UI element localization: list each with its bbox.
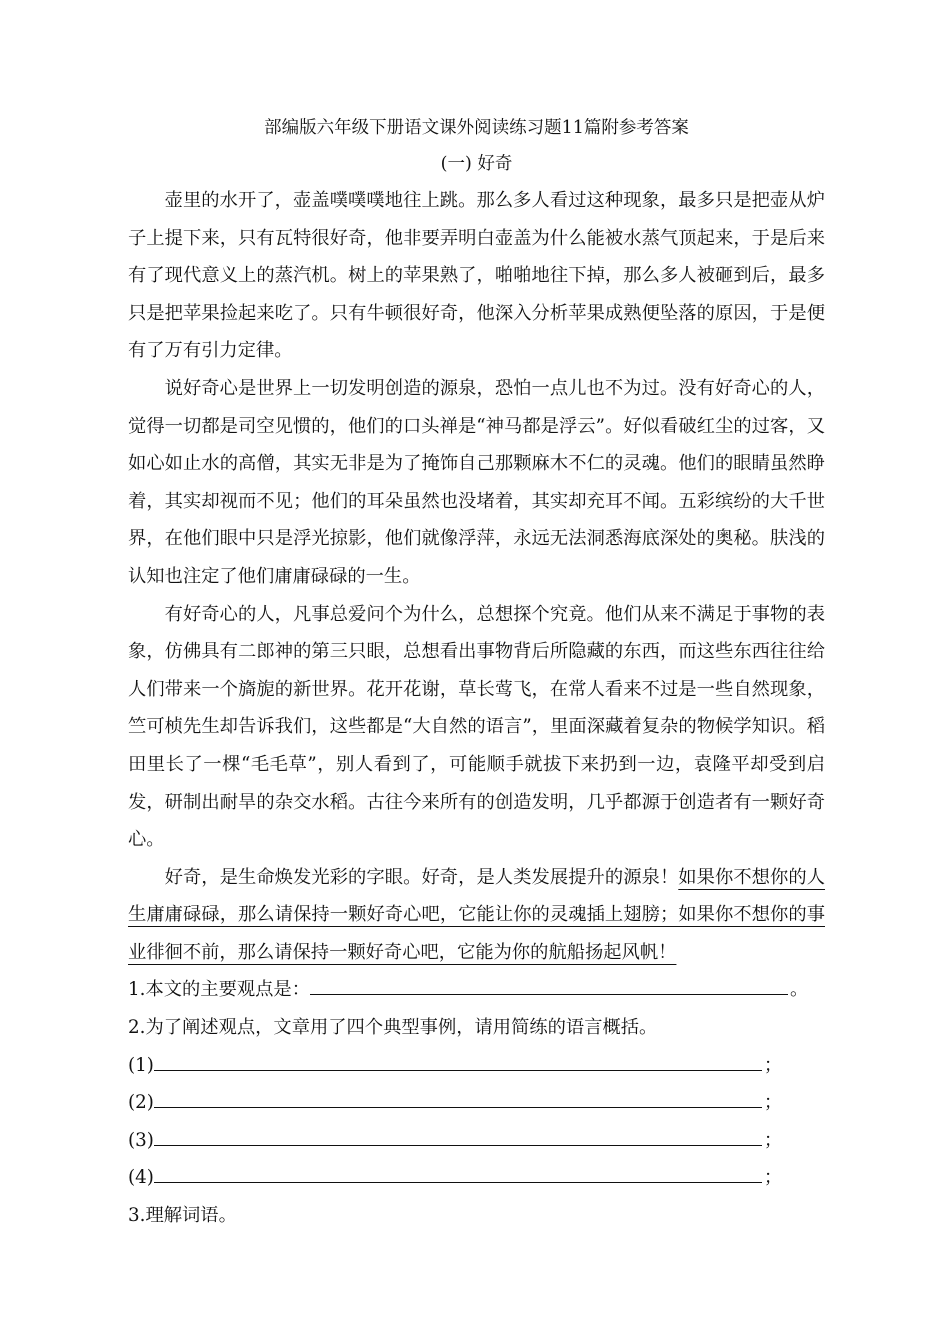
questions-section <box>128 971 825 1234</box>
question-3-label: 3.理解词语。 <box>128 1205 237 1227</box>
item-end: ； <box>763 1167 783 1189</box>
answer-blank-2-2[interactable] <box>154 1085 762 1108</box>
paragraph-3: 有好奇心的人，凡事总爱问个为什么，总想探个究竟。他们从来不满足于事物的表象，仿佛具有二郎神的第三只眼，总想看出事物背后所隐藏的东西，而这些东西往往给人们带来一个旖旎的新世界。花开花谢，草长莺飞，在常人看来不过是一些自然现象，竺可桢先生却告诉我们，这些都是“大自然的语言”，里面深藏着复杂的物候学知识。稻田里长了一棵“毛毛草”，别人看到了，可能顺手就拔下来扔到一边，袁隆平却受到启发，研制出耐旱的杂交水稻。古往今来所有的创造发明，几乎都源于创造者有一颗好奇心。 <box>128 603 825 851</box>
question-3 <box>128 1197 825 1235</box>
item-end: ； <box>763 1129 783 1151</box>
question-2-item-4 <box>128 1159 825 1197</box>
section-title: (一) 好奇 <box>440 154 513 174</box>
answer-blank-2-1[interactable] <box>154 1048 762 1071</box>
question-1 <box>128 971 825 1009</box>
paragraph-4-underlined: 如果你不想你的人生庸庸碌碌，那么请保持一颗好奇心吧，它能让你的灵魂插上翅膀；如果你不想你的事业徘徊不前，那么请保持一颗好奇心吧，它能为你的航船扬起风帆！ <box>128 866 826 963</box>
item-end: ； <box>763 1092 783 1114</box>
question-1-end: 。 <box>789 979 809 1001</box>
document-page <box>128 110 825 1235</box>
paragraph-4 <box>128 859 825 972</box>
answer-blank-2-4[interactable] <box>154 1160 762 1183</box>
paragraph-1: 壶里的水开了，壶盖噗噗噗地往上跳。那么多人看过这种现象，最多只是把壶从炉子上提下来，只有瓦特很好奇，他非要弄明白壶盖为什么能被水蒸气顶起来，于是后来有了现代意义上的蒸汽机。树上的苹果熟了，啪啪地往下掉，那么多人被砸到后，最多只是把苹果捡起来吃了。只有牛顿很好奇，他深入分析苹果成熟便坠落的原因，于是便有了万有引力定律。 <box>128 190 825 362</box>
item-number: (3) <box>128 1129 154 1151</box>
item-end: ； <box>763 1054 783 1076</box>
question-2-item-2 <box>128 1084 825 1122</box>
answer-blank-1[interactable] <box>310 972 788 995</box>
paragraph-4-plain: 好奇，是生命焕发光彩的字眼。好奇，是人类发展提升的源泉！ <box>164 866 679 888</box>
article-body <box>128 182 825 971</box>
answer-blank-2-3[interactable] <box>154 1123 762 1146</box>
question-2-item-1 <box>128 1047 825 1085</box>
paragraph-2: 说好奇心是世界上一切发明创造的源泉，恐怕一点儿也不为过。没有好奇心的人，觉得一切都是司空见惯的，他们的口头禅是“神马都是浮云”。好似看破红尘的过客，又如心如止水的高僧，其实无非是为了掩饰自己那颗麻木不仁的灵魂。他们的眼睛虽然睁着，其实却视而不见；他们的耳朵虽然也没堵着，其实却充耳不闻。五彩缤纷的大千世界，在他们眼中只是浮光掠影，他们就像浮萍，永远无法洞悉海底深处的奥秘。肤浅的认知也注定了他们庸庸碌碌的一生。 <box>128 377 825 587</box>
question-2-label: 2.为了阐述观点，文章用了四个典型事例，请用简练的语言概括。 <box>128 1017 658 1039</box>
item-number: (1) <box>128 1054 154 1076</box>
item-number: (4) <box>128 1167 154 1189</box>
question-1-label: 1.本文的主要观点是： <box>128 979 310 1001</box>
question-2-item-3 <box>128 1122 825 1160</box>
item-number: (2) <box>128 1092 154 1114</box>
question-2 <box>128 1009 825 1047</box>
document-title: 部编版六年级下册语文课外阅读练习题11篇附参考答案 <box>264 118 689 138</box>
